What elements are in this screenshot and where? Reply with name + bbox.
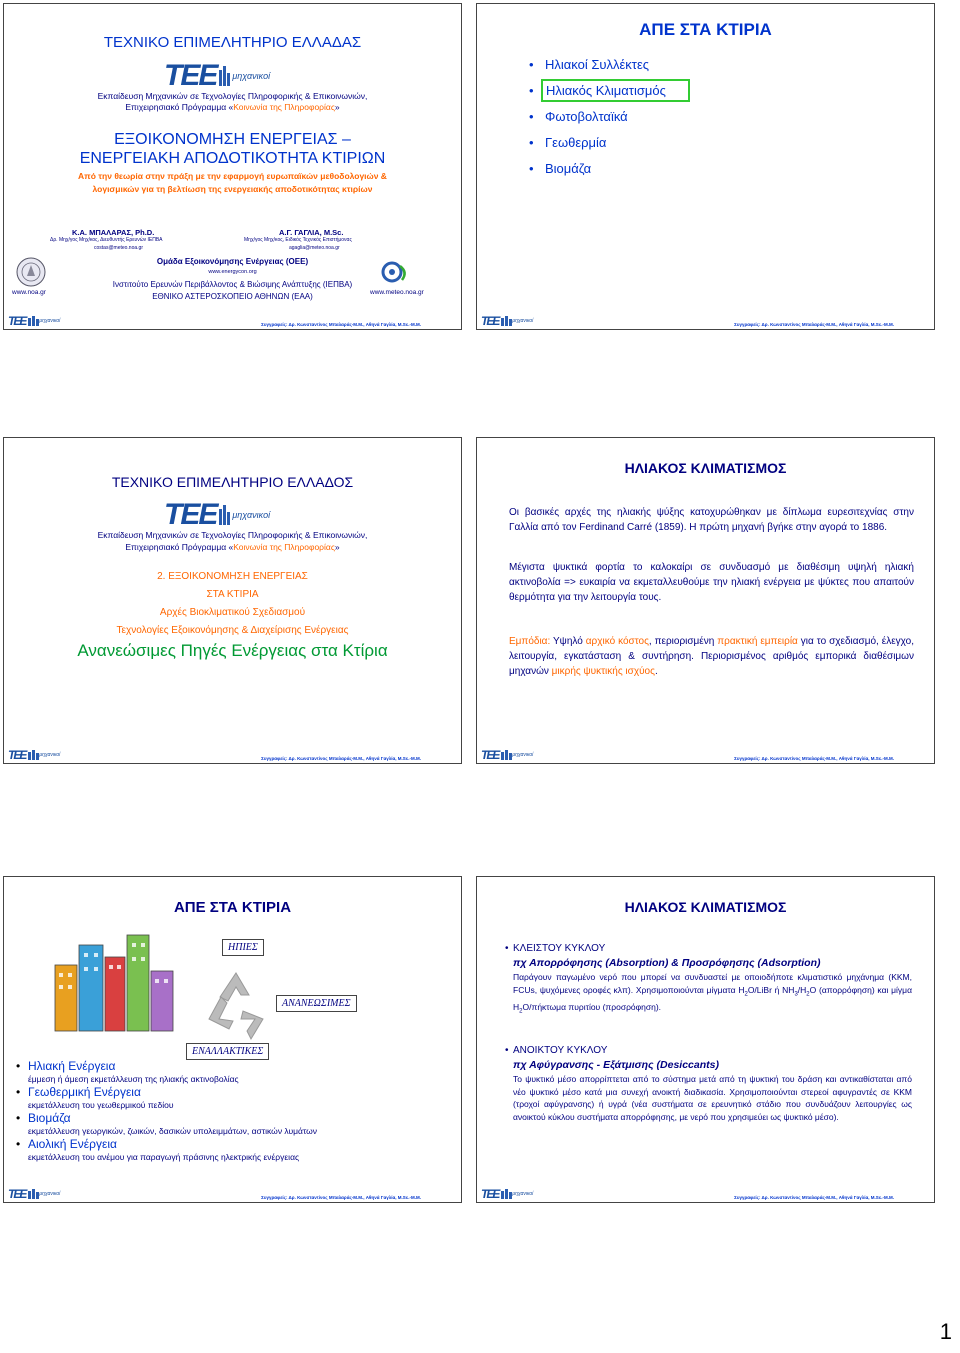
program-text: Εκπαίδευση Μηχανικών σε Τεχνολογίες Πληροφορικής & Επικοινωνιών, Επιχειρησιακό Πρόγραμμα «Κοινωνία της Πληροφορίας» [97, 530, 368, 552]
slide-footer [4, 749, 461, 763]
group-name: Ομάδα Εξοικονόμησης Ενέργειας (ΟΕΕ) [156, 257, 309, 266]
footer-authors: Συγγραφείς: Δρ. Κωνσταντίνος Μπαλαράς-M.M., Αθηνά Γαγλία, M.Sc.-M.M. [734, 1195, 894, 1200]
group-url: www.energycon.org [208, 269, 257, 275]
slide-footer [4, 1188, 461, 1202]
slide-title: ΗΛΙΑΚΟΣ ΚΛΙΜΑΤΙΣΜΟΣ [624, 460, 787, 476]
program-text: Εκπαίδευση Μηχανικών σε Τεχνολογίες Πληροφορικής & Επικοινωνιών, Επιχειρησιακό Πρόγραμμα «Κοινωνία της Πληροφορίας» [97, 91, 368, 112]
author1-email: costas@meteo.noa.gr [94, 245, 143, 251]
slide-title: ΤΕΧΝΙΚΟ ΕΠΙΜΕΛΗΤΗΡΙΟ ΕΛΛΑΔΑΣ [103, 34, 362, 51]
list-item: • Βιομάζα [517, 156, 690, 182]
slide-4 [476, 437, 935, 764]
list-item: • Ηλιακή Ενέργεια έμμεση ή άμεση εκμετάλλευση της ηλιακής ακτινοβολίας [4, 1059, 453, 1084]
observatory-name: ΕΘΝΙΚΟ ΑΣΤΕΡΟΣΚΟΠΕΙΟ ΑΘΗΝΩΝ (ΕΑΑ) [152, 292, 313, 301]
noa-url: www.noa.gr [12, 289, 46, 296]
list-item-highlighted: • Ηλιακός Κλιματισμός [517, 78, 690, 104]
list-item: • Βιομάζα εκμετάλλευση γεωργικών, ζωικών, δασικών υπολειμμάτων, αστικών λυμάτων [4, 1111, 453, 1136]
slide-title: ΗΛΙΑΚΟΣ ΚΛΙΜΑΤΙΣΜΟΣ [624, 899, 787, 915]
module-heading: 2. ΕΞΟΙΚΟΝΟΜΗΣΗ ΕΝΕΡΓΕΙΑΣ ΣΤΑ ΚΤΙΡΙΑ Αρχές Βιοκλιματικού Σχεδιασμού Τεχνολογίες Εξοικονόμησης & Διαχείρισης Ενέργειας [116, 571, 349, 636]
energy-sources-list [4, 1059, 453, 1162]
footer-logo: ΤΕΕ μηχανικοί [481, 1187, 534, 1201]
ape-list [517, 52, 690, 182]
slide-footer [4, 315, 461, 329]
paragraph-history: Οι βασικές αρχές της ηλιακής ψύξης κατοχυρώθηκαν με δίπλωμα ευρεσιτεχνίας στην Γαλλία από τον Ferdinand Carré (1859). Η πρώτη μηχανή βγήκε στην αγορά το 1886. [509, 507, 914, 533]
open-cycle-subtitle: πχ Αφύγρανσης - Εξάτμισης (Desiccants) [513, 1059, 719, 1071]
slide-footer [477, 1188, 934, 1202]
closed-cycle-subtitle: πχ Απορρόφησης (Absorption) & Προσρόφησης (Adsorption) [513, 957, 821, 969]
footer-logo: ΤΕΕ μηχανικοί [481, 748, 534, 762]
tag-mild: ΗΠΙΕΣ [222, 939, 264, 956]
slide-title: ΤΕΧΝΙΚΟ ΕΠΙΜΕΛΗΤΗΡΙΟ ΕΛΛΑΔΟΣ [111, 474, 354, 490]
author2-name: Α.Γ. ΓΑΓΛΙΑ, M.Sc. [279, 228, 344, 237]
list-item: • Αιολική Ενέργεια εκμετάλλευση του ανέμου για παραγωγή πράσινης ηλεκτρικής ενέργειας [4, 1137, 453, 1162]
meteo-logo-icon [376, 256, 414, 286]
list-item: • Γεωθερμική Ενέργεια εκμετάλλευση του γεωθερμικού πεδίου [4, 1085, 453, 1110]
slide-title: ΑΠΕ ΣΤΑ ΚΤΙΡΙΑ [639, 20, 772, 39]
open-cycle-heading: • ΑΝΟΙΚΤΟΥ ΚΥΚΛΟΥ [505, 1045, 608, 1056]
list-item: • Ηλιακοί Συλλέκτες [517, 52, 690, 78]
author1-name: Κ.Α. ΜΠΑΛΑΡΑΣ, Ph.D. [72, 228, 155, 237]
footer-authors: Συγγραφείς: Δρ. Κωνσταντίνος Μπαλαράς-M.M., Αθηνά Γαγλία, M.Sc.-M.M. [261, 1195, 421, 1200]
slide-title: ΑΠΕ ΣΤΑ ΚΤΙΡΙΑ [173, 899, 292, 916]
tee-logo: ΤΕΕ μηχανικοί [164, 59, 271, 92]
author2-role: Μηχ/γος Μηχ/κος, Ειδικός Τεχνικός Επιστήμονας [244, 237, 352, 243]
city-buildings-illustration [49, 925, 179, 1035]
footer-logo: ΤΕΕ μηχανικοί [481, 314, 534, 328]
list-item: • Φωτοβολταϊκά [517, 104, 690, 130]
page-number: 1 [939, 1319, 952, 1344]
footer-logo: ΤΕΕ μηχανικοί [8, 314, 61, 328]
meteo-url: www.meteo.noa.gr [370, 289, 424, 296]
list-item: • Γεωθερμία [517, 130, 690, 156]
closed-cycle-section [505, 943, 912, 1018]
module-topic: Ανανεώσιμες Πηγές Ενέργειας στα Κτίρια [77, 641, 388, 660]
paragraph-barriers: Εμπόδια: Υψηλό αρχικό κόστος, περιορισμένη πρακτική εμπειρία για το σχεδιασμό, έλεγχο, λειτουργία, εγκατάσταση & συντήρηση. Περιορισμένος αριθμός εμπορικά διαθέσιμων μηχανών μικρής ψυκτικής ισχύος. [509, 636, 914, 677]
closed-cycle-text: Παράγουν παγωμένο νερό που μπορεί να συνδυαστεί με οποιοδήποτε κλιματιστικό μηχάνημα (ΚΚΜ, FCUs, ψυχόμενες οροφές κλπ). Χρησιμοποιούνται μίγματα $H_2O$/LiBr ή $NH_3/H_2O$ (απορρόφηση) και μίγμα $H_2O$/πήκτωμα πυριτίου (προσρόφηση). [513, 972, 912, 1015]
footer-authors: Συγγραφείς: Δρ. Κωνσταντίνος Μπαλαράς-M.M., Αθηνά Γαγλία, M.Sc.-M.M. [261, 756, 421, 761]
open-cycle-text: Το ψυκτικό μέσο απορρίπτεται από το σύστημα μετά από τη ψυκτική του δράση και αντικαθίσταται από νέο ψυκτικό μέσο κατά μια συνεχή ανοικτή διαδικασία. Χρησιμοποιούνται στερεοί αφυγραντές σε ΚΚΜ (τροχοί αφύγρανσης) ή υγρά (νέα συστήματα σε ερευνητικό στάδιο που συνδυάζουν λειτουργίες ως ανοικτού κύκλου συστήματα απορρόφησης, με νερό που χρησιμεύει ως ψυκτικό μέσο). [513, 1074, 912, 1122]
footer-logo: ΤΕΕ μηχανικοί [8, 748, 61, 762]
open-cycle-section [505, 1045, 912, 1123]
slide-3 [3, 437, 462, 764]
closed-cycle-heading: • ΚΛΕΙΣΤΟΥ ΚΥΚΛΟΥ [505, 943, 606, 954]
slide-footer [477, 749, 934, 763]
author2-email: agaglia@meteo.noa.gr [289, 245, 340, 251]
slide-1 [3, 3, 462, 330]
course-heading: ΕΞΟΙΚΟΝΟΜΗΣΗ ΕΝΕΡΓΕΙΑΣ – ΕΝΕΡΓΕΙΑΚΗ ΑΠΟΔΟΤΙΚΟΤΗΤΑ ΚΤΙΡΙΩΝ [79, 131, 386, 167]
footer-authors: Συγγραφείς: Δρ. Κωνσταντίνος Μπαλαράς-M.M., Αθηνά Γαγλία, M.Sc.-M.M. [261, 322, 421, 327]
author1-role: Δρ. Μηχ/γος Μηχ/κος, Διευθυντής Ερευνών ΙΕΠΒΑ [50, 237, 163, 243]
tag-renewable: ΑΝΑΝΕΩΣΙΜΕΣ [276, 995, 357, 1012]
slide-6 [476, 876, 935, 1203]
footer-authors: Συγγραφείς: Δρ. Κωνσταντίνος Μπαλαράς-M.M., Αθηνά Γαγλία, M.Sc.-M.M. [734, 322, 894, 327]
slide-footer [477, 315, 934, 329]
course-subtitle: Από την θεωρία στην πράξη με την εφαρμογή ευρωπαϊκών μεθοδολογιών & λογισμικών για τη βελτίωση της ενεργειακής αποδοτικότητας κτιρίων [78, 171, 387, 194]
footer-logo: ΤΕΕ μηχανικοί [8, 1187, 61, 1201]
recycle-icon [199, 967, 273, 1041]
paragraph-opportunity: Μέγιστα ψυκτικά φορτία το καλοκαίρι σε συνδυασμό με διαθέσιμη υψηλή ηλιακή ακτινοβολία => ευκαιρία να εκμεταλλευθούμε την ηλιακή ενέργεια με ψύκτες που απαιτούν θερμότητα για την λειτουργία τους. [509, 562, 914, 603]
institute-name: Ινστιτούτο Ερευνών Περιβάλλοντος & Βιώσιμης Ανάπτυξης (ΙΕΠΒΑ) [112, 280, 353, 289]
slide-5 [3, 876, 462, 1203]
tag-alternative: ΕΝΑΛΛΑΚΤΙΚΕΣ [186, 1043, 269, 1060]
tee-logo: ΤΕΕ μηχανικοί [164, 498, 271, 531]
footer-authors: Συγγραφείς: Δρ. Κωνσταντίνος Μπαλαράς-M.M., Αθηνά Γαγλία, M.Sc.-M.M. [734, 756, 894, 761]
slide-2 [476, 3, 935, 330]
